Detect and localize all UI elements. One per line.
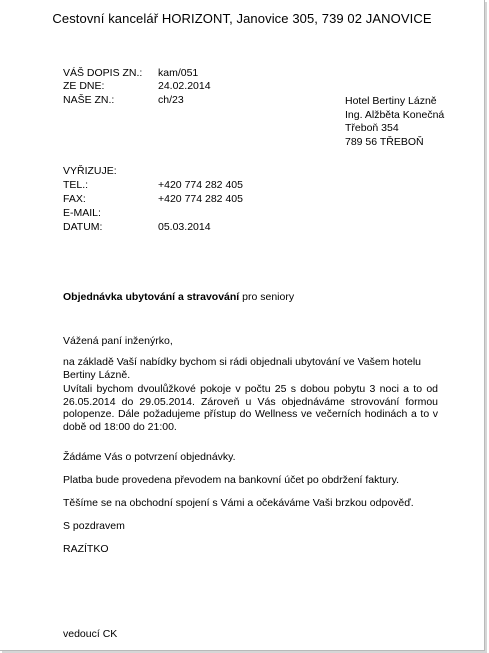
handled-by-label: VYŘIZUJE:	[63, 165, 117, 177]
phone-label: TEL.:	[63, 179, 89, 191]
letterhead: Cestovní kancelář HORIZONT, Janovice 305, 739 02 JANOVICE	[52, 11, 432, 26]
stamp-placeholder: RAZÍTKO	[63, 543, 109, 555]
your-letter-ref-value: kam/051	[158, 67, 199, 79]
signature: vedoucí CK	[63, 628, 118, 640]
subject-rest: pro seniory	[239, 291, 295, 303]
our-ref-label: NAŠE ZN.:	[63, 94, 115, 106]
body-paragraph-5: Těšíme se na obchodní spojení s Vámi a očekáváme Vaši brzkou odpověď.	[63, 497, 414, 509]
body-paragraph-2: Uvítali bychom dvoulůžkové pokoje v počtu 25 s dobou pobytu 3 noci a to od 26.05.2014 do 29.05.2014. Zároveň u Vás objednáváme strovování formou polopenze. Dále požadujeme přístup do Wellness ve večerních hodinách a to v době od 18:00 do 21:00.	[63, 383, 438, 433]
body-paragraph-1: na základě Vaší nabídky bychom si rádi objednali ubytování ve Vašem hotelu Bertiny Lázně.	[63, 356, 421, 381]
your-letter-ref-label: VÁŠ DOPIS ZN.:	[63, 67, 143, 79]
fax-label: FAX:	[63, 193, 86, 205]
date-of-letter-value: 24.02.2014	[158, 80, 211, 92]
phone-value: +420 774 282 405	[158, 179, 243, 191]
subject-line	[63, 291, 294, 303]
our-ref-value: ch/23	[158, 94, 184, 106]
recipient-line: Ing. Alžběta Konečná	[345, 109, 445, 121]
date-label: DATUM:	[63, 221, 103, 233]
date-of-letter-label: ZE DNE:	[63, 80, 105, 92]
body-paragraph-4: Platba bude provedena převodem na bankovní účet po obdržení faktury.	[63, 474, 400, 486]
date-value: 05.03.2014	[158, 221, 211, 233]
fax-value: +420 774 282 405	[158, 193, 243, 205]
closing: S pozdravem	[63, 520, 125, 532]
recipient-line: Hotel Bertiny Lázně	[345, 95, 437, 107]
salutation: Vážená paní inženýrko,	[63, 335, 173, 347]
recipient-line: 789 56 TŘEBOŇ	[345, 136, 424, 148]
body-paragraph-3: Žádáme Vás o potvrzení objednávky.	[63, 451, 236, 463]
subject-bold: Objednávka ubytování a stravování	[63, 291, 240, 303]
recipient-line: Třeboň 354	[345, 122, 399, 134]
email-label: E-MAIL:	[63, 207, 101, 219]
